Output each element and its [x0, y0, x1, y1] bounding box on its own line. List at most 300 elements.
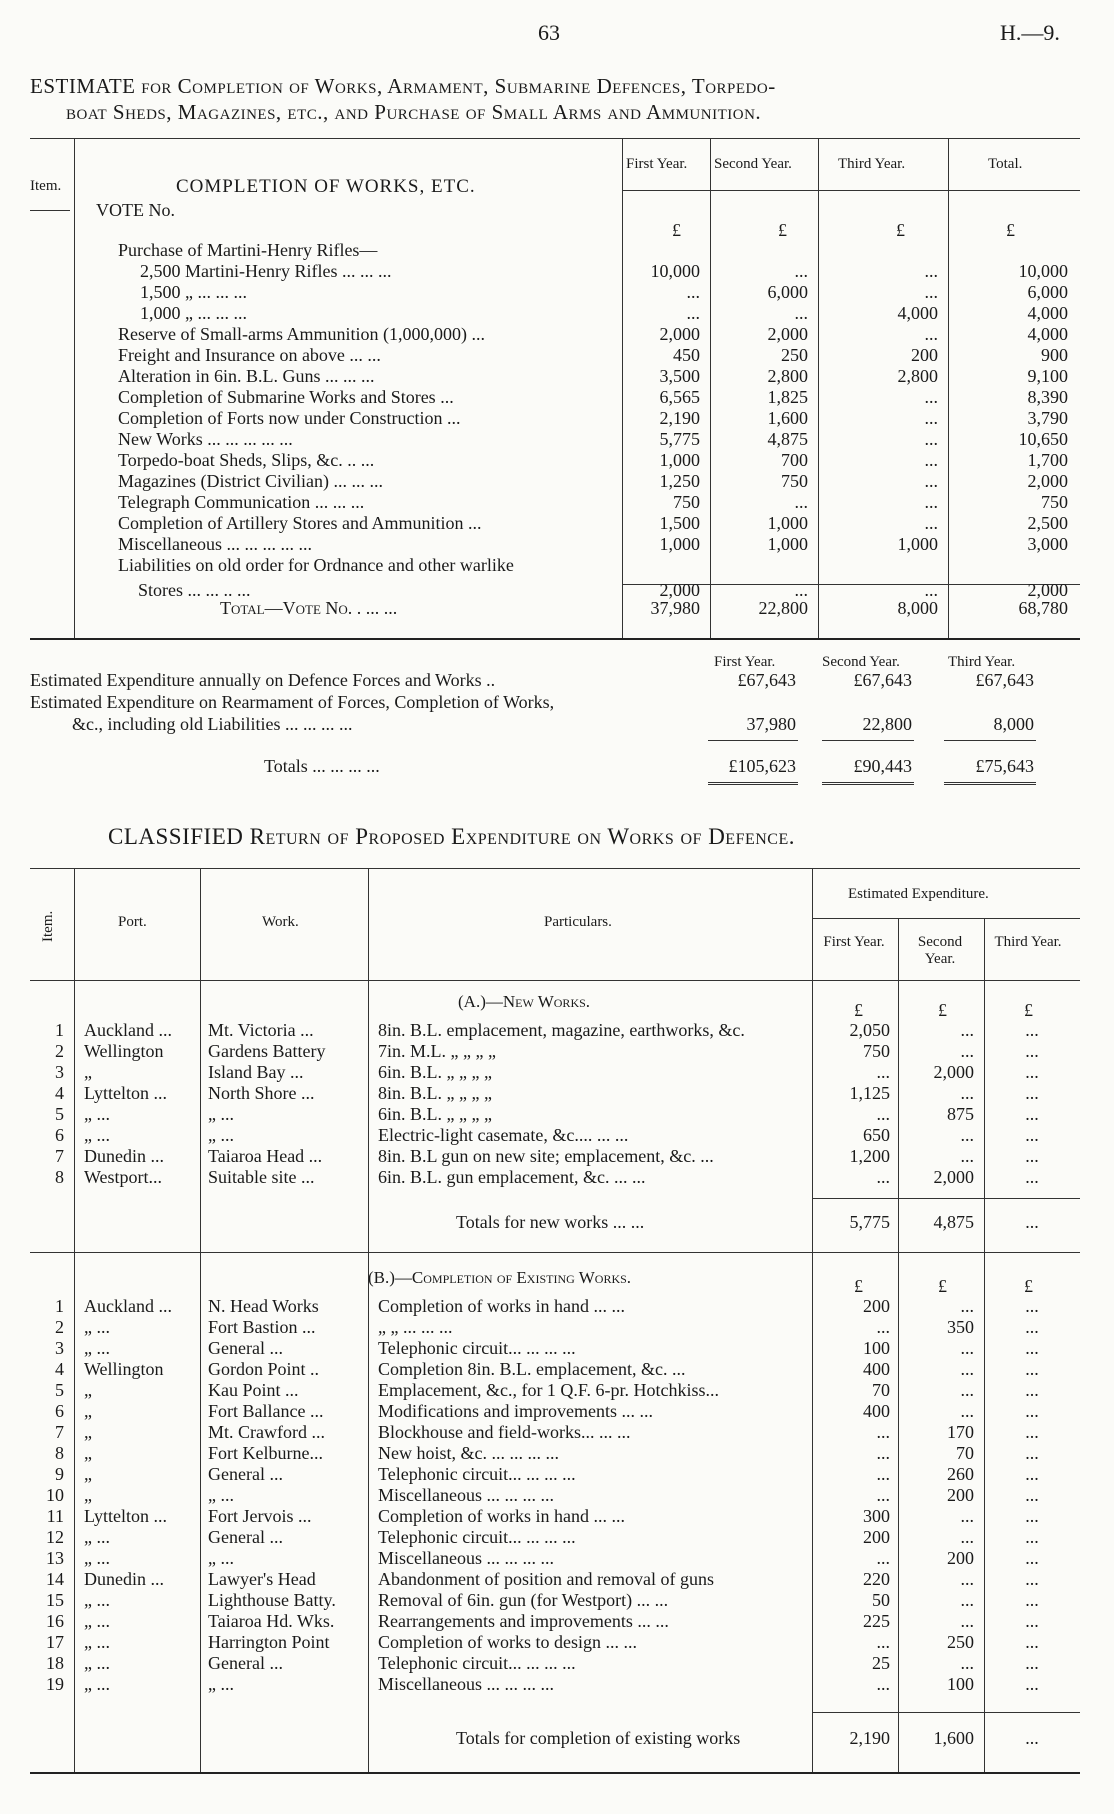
estimate-total-label: Total—Vote No. . ... ... [220, 598, 398, 618]
row-port: „ [84, 1464, 92, 1484]
row-first-year: 400 [863, 1401, 890, 1421]
row-third-year: ... [1025, 1125, 1039, 1145]
classified-estimated-rule [812, 918, 1080, 919]
row-port: „ ... [84, 1338, 110, 1358]
row-item-number: 8 [55, 1167, 64, 1187]
row-second-year: ... [960, 1590, 974, 1610]
estimate-bottom-rule [30, 638, 1080, 640]
estimate-row-label: Stores ... ... .. ... [138, 580, 251, 600]
row-work: General ... [208, 1527, 283, 1547]
estimate-row-first: 1,000 [659, 534, 700, 554]
row-item-number: 4 [55, 1359, 64, 1379]
estimate-row-label: Liabilities on old order for Ordnance and other warlike [118, 555, 514, 575]
summary-rule-third [944, 740, 1036, 741]
row-third-year: ... [1025, 1359, 1039, 1379]
row-first-year: ... [876, 1632, 890, 1652]
row-port: „ [84, 1380, 92, 1400]
row-port: „ ... [84, 1611, 110, 1631]
row-work: Gordon Point .. [208, 1359, 320, 1379]
row-port: „ [84, 1062, 92, 1082]
row-third-year: ... [1025, 1464, 1039, 1484]
row-first-year: ... [876, 1317, 890, 1337]
row-work: „ ... [208, 1674, 234, 1694]
estimate-total-third: 8,000 [897, 598, 938, 618]
summary-totals-second: £90,443 [853, 756, 912, 776]
row-second-year: 170 [947, 1422, 974, 1442]
row-first-year: 1,125 [849, 1083, 890, 1103]
estimate-row-total: 2,000 [1027, 580, 1068, 600]
row-first-year: ... [876, 1443, 890, 1463]
row-port: Westport... [84, 1167, 163, 1187]
summary-row1-first: £67,643 [737, 670, 796, 690]
row-second-year: 200 [947, 1485, 974, 1505]
estimate-row-label: Completion of Submarine Works and Stores ... [118, 387, 454, 407]
summary-rule-first [708, 740, 798, 741]
existing-works-totals-first: 2,190 [849, 1728, 890, 1748]
row-work: Fort Jervois ... [208, 1506, 312, 1526]
row-particulars: Telephonic circuit... ... ... ... [378, 1338, 576, 1358]
estimate-row-total: 1,700 [1027, 450, 1068, 470]
classified-title: CLASSIFIED Return of Proposed Expenditure on Works of Defence. [108, 824, 795, 849]
row-third-year: ... [1025, 1443, 1039, 1463]
row-port: Dunedin ... [84, 1569, 164, 1589]
estimate-currency-second: £ [778, 220, 787, 240]
row-second-year: ... [960, 1401, 974, 1421]
estimate-row-label: Torpedo-boat Sheds, Slips, &c. .. ... [118, 450, 375, 470]
row-port: „ ... [84, 1632, 110, 1652]
estimate-row-second: 750 [781, 471, 808, 491]
row-third-year: ... [1025, 1062, 1039, 1082]
estimate-row-label: Reserve of Small-arms Ammunition (1,000,000) ... [118, 324, 485, 344]
row-particulars: Miscellaneous ... ... ... ... [378, 1485, 554, 1505]
row-second-year: ... [960, 1041, 974, 1061]
document-code: H.—9. [1000, 20, 1060, 45]
row-particulars: 8in. B.L. emplacement, magazine, earthworks, &c. [378, 1020, 745, 1040]
row-item-number: 2 [55, 1041, 64, 1061]
estimate-row-total: 900 [1041, 345, 1068, 365]
existing-works-totals-third: ... [1025, 1728, 1039, 1748]
summary-col-first: First Year. [714, 654, 776, 670]
row-particulars: Electric-light casemate, &c.... ... ... [378, 1125, 629, 1145]
row-particulars: Abandonment of position and removal of guns [378, 1569, 714, 1589]
estimate-row-second: 2,000 [767, 324, 808, 344]
row-item-number: 14 [46, 1569, 64, 1589]
row-work: Taiaroa Hd. Wks. [208, 1611, 335, 1631]
row-work: „ ... [208, 1104, 234, 1124]
estimate-row-first: 2,000 [659, 580, 700, 600]
row-port: „ [84, 1422, 92, 1442]
classified-bottom-rule [30, 1772, 1080, 1774]
row-particulars: Blockhouse and field-works... ... ... [378, 1422, 631, 1442]
row-first-year: ... [876, 1167, 890, 1187]
estimate-currency-first: £ [672, 220, 681, 240]
row-first-year: 100 [863, 1338, 890, 1358]
section-a-currency-first: £ [854, 1000, 863, 1020]
row-second-year: 2,000 [933, 1167, 974, 1187]
row-particulars: Removal of 6in. gun (for Westport) ... ... [378, 1590, 669, 1610]
row-particulars: Modifications and improvements ... ... [378, 1401, 653, 1421]
classified-col-work: Work. [262, 914, 299, 930]
row-item-number: 1 [55, 1020, 64, 1040]
row-work: Harrington Point [208, 1632, 330, 1652]
classified-top-rule [30, 868, 1080, 869]
estimate-row-third: ... [924, 471, 938, 491]
row-second-year: ... [960, 1569, 974, 1589]
estimate-row-third: ... [924, 429, 938, 449]
row-work: Lighthouse Batty. [208, 1590, 336, 1610]
row-particulars: Telephonic circuit... ... ... ... [378, 1464, 576, 1484]
row-third-year: ... [1025, 1041, 1039, 1061]
row-second-year: ... [960, 1146, 974, 1166]
section-a-currency-third: £ [1024, 1000, 1033, 1020]
estimate-row-first: 2,190 [659, 408, 700, 428]
row-item-number: 16 [46, 1611, 64, 1631]
estimate-total-total: 68,780 [1018, 598, 1068, 618]
row-third-year: ... [1025, 1401, 1039, 1421]
row-port: „ [84, 1401, 92, 1421]
row-item-number: 3 [55, 1338, 64, 1358]
section-b-currency-first: £ [854, 1276, 863, 1296]
row-work: Taiaroa Head ... [208, 1146, 323, 1166]
estimate-row-second: 250 [781, 345, 808, 365]
estimate-row-label: New Works ... ... ... ... ... [118, 429, 293, 449]
row-item-number: 15 [46, 1590, 64, 1610]
row-particulars: Miscellaneous ... ... ... ... [378, 1548, 554, 1568]
row-particulars: Telephonic circuit... ... ... ... [378, 1527, 576, 1547]
row-third-year: ... [1025, 1527, 1039, 1547]
estimate-row-third: ... [924, 387, 938, 407]
estimate-row-first: 450 [673, 345, 700, 365]
row-first-year: 70 [872, 1380, 890, 1400]
row-first-year: ... [876, 1422, 890, 1442]
row-second-year: ... [960, 1506, 974, 1526]
row-particulars: Completion 8in. B.L. emplacement, &c. ... [378, 1359, 686, 1379]
row-item-number: 4 [55, 1083, 64, 1103]
new-works-totals-first: 5,775 [849, 1212, 890, 1232]
section-a-heading: (A.)—New Works. [458, 992, 591, 1011]
row-third-year: ... [1025, 1611, 1039, 1631]
row-particulars: Miscellaneous ... ... ... ... [378, 1674, 554, 1694]
row-second-year: ... [960, 1125, 974, 1145]
summary-totals-label: Totals ... ... ... ... [264, 756, 380, 776]
estimate-row-third: ... [924, 282, 938, 302]
estimate-col-total: Total. [988, 156, 1023, 172]
row-item-number: 6 [55, 1401, 64, 1421]
estimate-row-total: 9,100 [1027, 366, 1068, 386]
row-work: Lawyer's Head [208, 1569, 316, 1589]
estimate-row-total: 4,000 [1027, 303, 1068, 323]
estimate-total-first: 37,980 [650, 598, 700, 618]
row-first-year: 25 [872, 1653, 890, 1673]
estimate-section-heading: COMPLETION OF WORKS, ETC. [176, 176, 476, 197]
row-particulars: „ „ ... ... ... [378, 1317, 453, 1337]
row-third-year: ... [1025, 1146, 1039, 1166]
estimate-row-second: 4,875 [767, 429, 808, 449]
row-port: „ [84, 1443, 92, 1463]
row-first-year: ... [876, 1485, 890, 1505]
row-third-year: ... [1025, 1674, 1039, 1694]
row-port: „ ... [84, 1527, 110, 1547]
estimate-row-label: 1,000 „ ... ... ... [140, 303, 247, 323]
row-work: Fort Bastion ... [208, 1317, 316, 1337]
new-works-total-rule [812, 1198, 1080, 1199]
row-second-year: 2,000 [933, 1062, 974, 1082]
estimate-row-label: Telegraph Communication ... ... ... [118, 492, 365, 512]
section-divider-rule [30, 1252, 1080, 1253]
row-first-year: 400 [863, 1359, 890, 1379]
row-item-number: 5 [55, 1104, 64, 1124]
row-third-year: ... [1025, 1338, 1039, 1358]
classified-port-divider [200, 868, 201, 1772]
estimate-col-item: Item. [30, 178, 62, 194]
row-first-year: ... [876, 1548, 890, 1568]
row-work: General ... [208, 1464, 283, 1484]
row-second-year: ... [960, 1611, 974, 1631]
row-port: Dunedin ... [84, 1146, 164, 1166]
estimate-row-third: ... [924, 261, 938, 281]
summary-row1-second: £67,643 [853, 670, 912, 690]
row-third-year: ... [1025, 1485, 1039, 1505]
estimate-header-rule [622, 190, 1080, 191]
row-first-year: 200 [863, 1527, 890, 1547]
row-second-year: ... [960, 1653, 974, 1673]
estimate-row-first: 750 [673, 492, 700, 512]
summary-col-second: Second Year. [822, 654, 900, 670]
summary-double-rule-third [944, 782, 1036, 785]
row-work: „ ... [208, 1125, 234, 1145]
estimate-row-first: ... [686, 303, 700, 323]
section-b-currency-second: £ [938, 1276, 947, 1296]
estimate-row-label: 2,500 Martini-Henry Rifles ... ... ... [140, 261, 392, 281]
estimate-row-label: Magazines (District Civilian) ... ... ... [118, 471, 383, 491]
estimate-top-rule [30, 138, 1080, 139]
estimate-total-second: 22,800 [758, 598, 808, 618]
classified-col-first: First Year. [823, 934, 885, 950]
row-third-year: ... [1025, 1317, 1039, 1337]
row-third-year: ... [1025, 1548, 1039, 1568]
row-port: Auckland ... [84, 1296, 172, 1316]
row-item-number: 9 [55, 1464, 64, 1484]
row-third-year: ... [1025, 1590, 1039, 1610]
new-works-totals-label: Totals for new works ... ... [456, 1212, 645, 1232]
row-work: N. Head Works [208, 1296, 319, 1316]
estimate-row-total: 2,000 [1027, 471, 1068, 491]
estimate-row-total: 10,650 [1018, 429, 1068, 449]
classified-col-second: Second Year. [917, 934, 963, 967]
row-second-year: 200 [947, 1548, 974, 1568]
estimate-title-line1: ESTIMATE for Completion of Works, Armament, Submarine Defences, Torpedo- [30, 74, 776, 98]
estimate-row-total: 4,000 [1027, 324, 1068, 344]
estimate-row-second: ... [794, 303, 808, 323]
row-port: „ ... [84, 1590, 110, 1610]
row-port: „ ... [84, 1674, 110, 1694]
row-port: „ ... [84, 1125, 110, 1145]
row-first-year: 1,200 [849, 1146, 890, 1166]
classified-header-rule [30, 980, 1080, 981]
estimate-row-first: 10,000 [650, 261, 700, 281]
row-first-year: 200 [863, 1296, 890, 1316]
row-first-year: ... [876, 1464, 890, 1484]
row-second-year: ... [960, 1020, 974, 1040]
estimate-row-second: ... [794, 261, 808, 281]
row-first-year: ... [876, 1104, 890, 1124]
row-particulars: Completion of works to design ... ... [378, 1632, 637, 1652]
summary-row2-label-b: &c., including old Liabilities ... ... ... ... [72, 714, 353, 734]
row-particulars: 6in. B.L. „ „ „ „ [378, 1104, 492, 1124]
estimate-row-label: 1,500 „ ... ... ... [140, 282, 247, 302]
row-port: Wellington [84, 1359, 164, 1379]
estimate-row-label: Purchase of Martini-Henry Rifles— [118, 240, 378, 260]
row-port: „ ... [84, 1317, 110, 1337]
row-item-number: 1 [55, 1296, 64, 1316]
row-first-year: 2,050 [849, 1020, 890, 1040]
estimate-row-label: Freight and Insurance on above ... ... [118, 345, 381, 365]
estimate-row-first: 2,000 [659, 324, 700, 344]
summary-col-third: Third Year. [948, 654, 1016, 670]
estimate-row-total: 750 [1041, 492, 1068, 512]
row-particulars: Telephonic circuit... ... ... ... [378, 1653, 576, 1673]
classified-col-estimated: Estimated Expenditure. [848, 886, 989, 902]
estimate-row-second: 1,600 [767, 408, 808, 428]
section-b-heading: (B.)—Completion of Existing Works. [368, 1268, 632, 1287]
row-third-year: ... [1025, 1422, 1039, 1442]
row-second-year: ... [960, 1296, 974, 1316]
estimate-row-third: ... [924, 408, 938, 428]
estimate-row-second: 1,825 [767, 387, 808, 407]
row-port: „ ... [84, 1104, 110, 1124]
row-port: „ [84, 1485, 92, 1505]
estimate-row-third: ... [924, 324, 938, 344]
classified-work-divider [368, 868, 369, 1772]
row-third-year: ... [1025, 1167, 1039, 1187]
classified-col-particulars: Particulars. [544, 914, 612, 930]
row-port: Lyttelton ... [84, 1506, 167, 1526]
classified-item-divider [74, 868, 75, 1772]
estimate-row-third: 4,000 [897, 303, 938, 323]
estimate-row-first: 1,000 [659, 450, 700, 470]
row-second-year: ... [960, 1380, 974, 1400]
row-second-year: 250 [947, 1632, 974, 1652]
row-third-year: ... [1025, 1506, 1039, 1526]
estimate-row-third: 200 [911, 345, 938, 365]
estimate-col-second: Second Year. [714, 156, 792, 172]
row-item-number: 2 [55, 1317, 64, 1337]
row-particulars: Completion of works in hand ... ... [378, 1296, 625, 1316]
row-second-year: 70 [956, 1443, 974, 1463]
estimate-row-total: 8,390 [1027, 387, 1068, 407]
estimate-row-second: 2,800 [767, 366, 808, 386]
estimate-row-third: 1,000 [897, 534, 938, 554]
row-particulars: 7in. M.L. „ „ „ „ [378, 1041, 496, 1061]
row-work: Suitable site ... [208, 1167, 315, 1187]
row-first-year: 750 [863, 1041, 890, 1061]
summary-row1-label: Estimated Expenditure annually on Defence Forces and Works .. [30, 670, 496, 690]
row-particulars: 8in. B.L gun on new site; emplacement, &c. ... [378, 1146, 714, 1166]
row-second-year: 350 [947, 1317, 974, 1337]
row-second-year: ... [960, 1083, 974, 1103]
classified-col-port: Port. [118, 914, 147, 930]
row-work: Mt. Victoria ... [208, 1020, 314, 1040]
estimate-row-second: ... [794, 492, 808, 512]
estimate-row-label: Alteration in 6in. B.L. Guns ... ... ... [118, 366, 375, 386]
estimate-col-first: First Year. [626, 156, 688, 172]
row-work: Mt. Crawford ... [208, 1422, 325, 1442]
summary-row2-first: 37,980 [746, 714, 796, 734]
estimate-row-second: 6,000 [767, 282, 808, 302]
summary-row2-second: 22,800 [862, 714, 912, 734]
existing-works-totals-second: 1,600 [933, 1728, 974, 1748]
estimate-row-third: ... [924, 492, 938, 512]
estimate-row-total: 6,000 [1027, 282, 1068, 302]
estimate-row-total: 3,000 [1027, 534, 1068, 554]
classified-col-third: Third Year. [994, 934, 1062, 950]
estimate-row-first: 3,500 [659, 366, 700, 386]
row-first-year: 225 [863, 1611, 890, 1631]
new-works-totals-third: ... [1025, 1212, 1039, 1232]
section-b-currency-third: £ [1024, 1276, 1033, 1296]
estimate-row-third: ... [924, 450, 938, 470]
row-port: Lyttelton ... [84, 1083, 167, 1103]
estimate-vote-no: VOTE No. [96, 200, 175, 220]
estimate-item-rule [30, 210, 70, 211]
estimate-row-first: 6,565 [659, 387, 700, 407]
row-item-number: 10 [46, 1485, 64, 1505]
estimate-row-first: 5,775 [659, 429, 700, 449]
estimate-row-third: ... [924, 580, 938, 600]
existing-works-total-rule [812, 1712, 1080, 1713]
row-first-year: 50 [872, 1590, 890, 1610]
row-work: North Shore ... [208, 1083, 315, 1103]
row-port: „ ... [84, 1548, 110, 1568]
row-third-year: ... [1025, 1569, 1039, 1589]
row-work: General ... [208, 1653, 283, 1673]
estimate-row-third: 2,800 [897, 366, 938, 386]
estimate-row-first: ... [686, 282, 700, 302]
estimate-title-line2: boat Sheds, Magazines, etc., and Purchase of Small Arms and Ammunition. [66, 100, 762, 124]
row-item-number: 12 [46, 1527, 64, 1547]
row-work: Gardens Battery [208, 1041, 326, 1061]
row-particulars: New hoist, &c. ... ... ... ... [378, 1443, 559, 1463]
row-work: General ... [208, 1338, 283, 1358]
row-first-year: ... [876, 1674, 890, 1694]
row-item-number: 7 [55, 1146, 64, 1166]
row-particulars: 8in. B.L. „ „ „ „ [378, 1083, 492, 1103]
row-third-year: ... [1025, 1083, 1039, 1103]
page-number: 63 [538, 20, 560, 45]
row-work: Island Bay ... [208, 1062, 304, 1082]
row-particulars: Completion of works in hand ... ... [378, 1506, 625, 1526]
estimate-item-divider [74, 138, 75, 638]
estimate-row-label: Miscellaneous ... ... ... ... ... [118, 534, 312, 554]
estimate-row-total: 3,790 [1027, 408, 1068, 428]
row-second-year: ... [960, 1527, 974, 1547]
estimate-row-second: 700 [781, 450, 808, 470]
row-work: „ ... [208, 1485, 234, 1505]
estimate-row-total: 2,500 [1027, 513, 1068, 533]
row-item-number: 3 [55, 1062, 64, 1082]
estimate-row-third: ... [924, 513, 938, 533]
estimate-row-label: Completion of Artillery Stores and Ammunition ... [118, 513, 482, 533]
estimate-row-label: Completion of Forts now under Construction ... [118, 408, 461, 428]
row-third-year: ... [1025, 1380, 1039, 1400]
row-particulars: 6in. B.L. gun emplacement, &c. ... ... [378, 1167, 646, 1187]
row-second-year: ... [960, 1359, 974, 1379]
row-port: Auckland ... [84, 1020, 172, 1040]
row-first-year: 220 [863, 1569, 890, 1589]
row-second-year: 875 [947, 1104, 974, 1124]
row-port: „ ... [84, 1653, 110, 1673]
estimate-currency-third: £ [896, 220, 905, 240]
